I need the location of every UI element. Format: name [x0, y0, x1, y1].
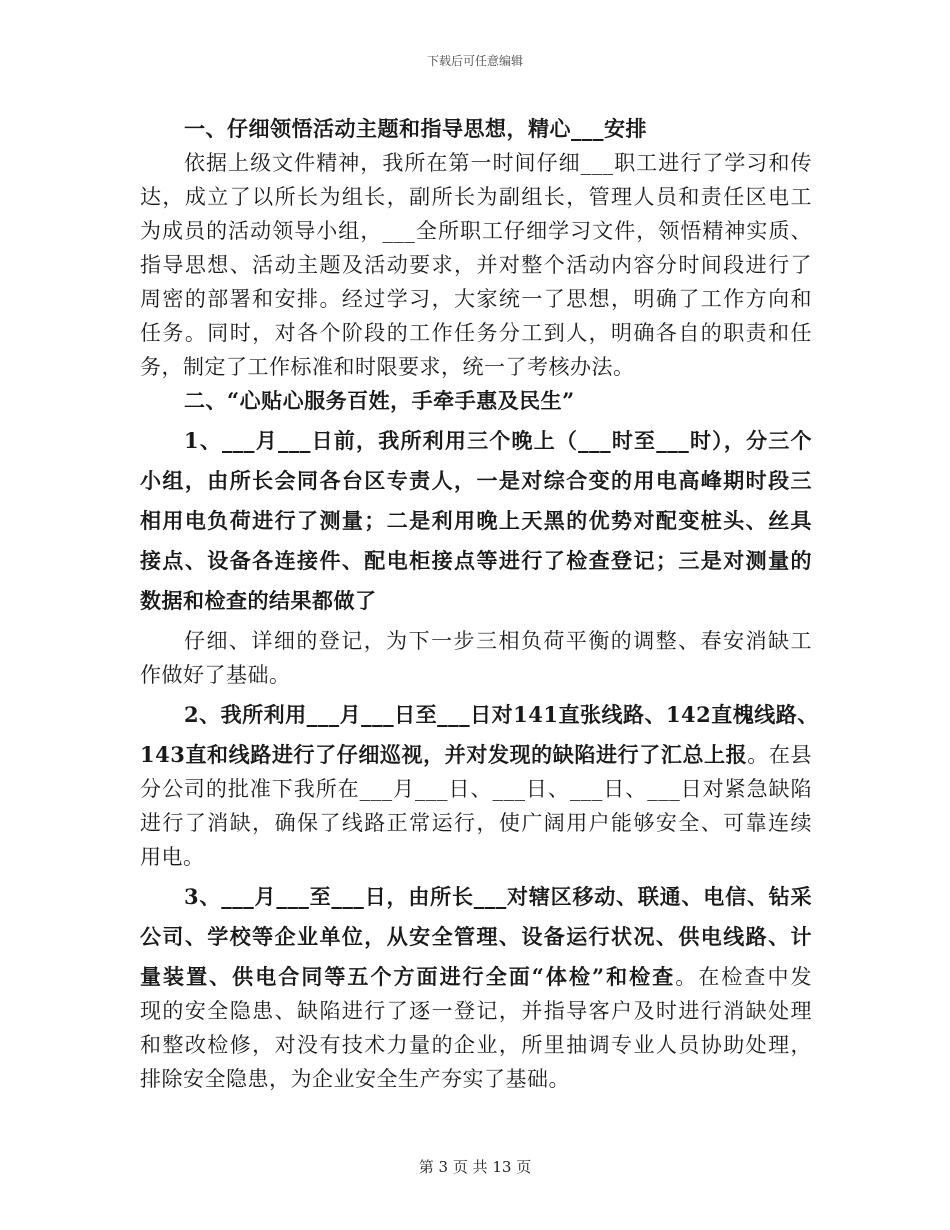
paragraph-line-bold: 数据和检查的结果都做了 [140, 588, 377, 613]
paragraph-line-bold: 3、___月___至___日，由所长___对辖区移动、联通、电信、钻采 [184, 884, 812, 909]
paragraph-line: 排除安全隐患，为企业安全生产夯实了基础。 [140, 1067, 570, 1091]
text-span: 。在检查中发 [675, 965, 813, 989]
bold-span: 143直和线路进行了仔细巡视，并对发现的缺陷进行了汇总上报 [140, 742, 748, 767]
page-header-note: 下载后可任意编辑 [426, 54, 523, 68]
paragraph-line: 进行了消缺，确保了线路正常运行，使广阔用户能够安全、可靠连续 [140, 811, 812, 835]
paragraph-line: 周密的部署和安排。经过学习，大家统一了思想，明确了工作方向和 [140, 287, 812, 311]
paragraph-line: 用电。 [140, 845, 205, 869]
text-span: 。在县 [747, 743, 812, 767]
paragraph-line-mixed [140, 738, 812, 772]
paragraph-line-bold: 接点、设备各连接件、配电柜接点等进行了检查登记；三是对测量的 [140, 548, 812, 573]
paragraph-line: 现的安全隐患、缺陷进行了逐一登记，并指导客户及时进行消缺处理 [140, 999, 812, 1023]
paragraph-line: 为成员的活动领导小组，___全所职工仔细学习文件，领悟精神实质、 [140, 219, 812, 243]
paragraph-line-bold: 2、我所利用___月___日至___日对141直张线路、142直槐线路、 [184, 702, 819, 727]
document-body [140, 112, 819, 1096]
paragraph-line: 指导思想、活动主题及活动要求，并对整个活动内容分时间段进行了 [140, 253, 812, 277]
paragraph-line-mixed [140, 960, 812, 994]
paragraph-line: 作做好了基础。 [140, 663, 291, 687]
bold-span: 量装置、供电合同等五个方面进行全面“体检”和检查 [140, 964, 676, 989]
paragraph-line: 仔细、详细的登记，为下一步三相负荷平衡的调整、春安消缺工 [184, 629, 812, 653]
paragraph-line: 和整改检修，对没有技术力量的企业，所里抽调专业人员协助处理， [140, 1033, 812, 1057]
section-heading-1: 一、仔细领悟活动主题和指导思想，精心___安排 [184, 116, 647, 141]
paragraph-line-bold: 1、___月___日前，我所利用三个晚上（___时至___时），分三个 [184, 428, 812, 453]
paragraph-line-bold: 公司、学校等企业单位，从安全管理、设备运行状况、供电线路、计 [140, 924, 812, 949]
paragraph-line: 达，成立了以所长为组长，副所长为副组长，管理人员和责任区电工 [140, 185, 812, 209]
paragraph-line-bold: 小组，由所长会同各台区专责人，一是对综合变的用电高峰期时段三 [140, 468, 812, 493]
section-heading-2: 二、“心贴心服务百姓，手牵手惠及民生” [184, 388, 575, 413]
paragraph-line-bold: 相用电负荷进行了测量；二是利用晚上天黑的优势对配变桩头、丝具 [140, 508, 812, 533]
paragraph-line: 分公司的批准下我所在___月___日、___日、___日、___日对紧急缺陷 [140, 777, 812, 801]
page-number: 第 3 页 共 13 页 [418, 1158, 532, 1176]
paragraph-line: 依据上级文件精神，我所在第一时间仔细___职工进行了学习和传 [184, 151, 812, 175]
paragraph-line: 任务。同时，对各个阶段的工作任务分工到人，明确各自的职责和任 [140, 321, 812, 345]
paragraph-line: 务，制定了工作标准和时限要求，统一了考核办法。 [140, 355, 635, 379]
